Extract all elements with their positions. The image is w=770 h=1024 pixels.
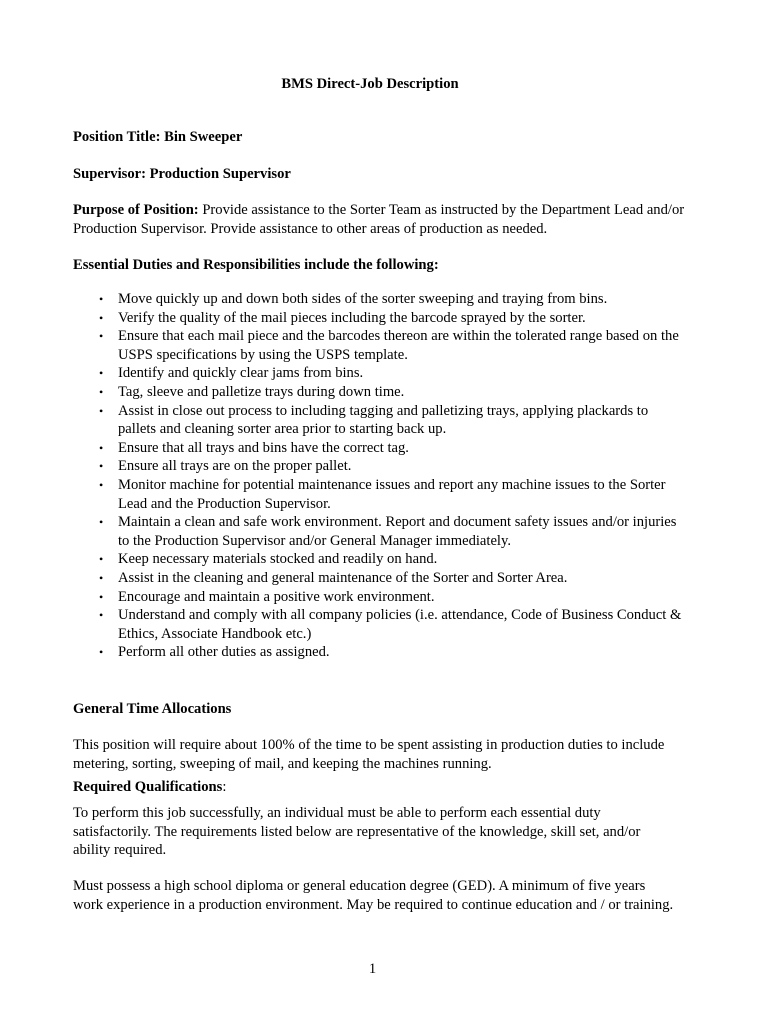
duty-item (73, 290, 683, 309)
bullet-icon: • (99, 292, 104, 306)
duty-item (73, 383, 683, 402)
bullet-icon: • (99, 645, 104, 660)
duty-text: Ensure all trays are on the proper pallet. (118, 458, 352, 475)
duty-item (73, 364, 683, 383)
duty-item (73, 569, 683, 588)
bullet-icon: • (99, 384, 104, 399)
qualifications-paragraph-2: Must possess a high school diploma or general education degree (GED). A minimum of five years work experience in a production environment. May be required to continue education and / or training. (73, 878, 674, 913)
bullet-icon: • (99, 515, 104, 530)
bullet-icon: • (99, 440, 104, 455)
duty-item (73, 327, 683, 364)
bullet-icon: • (99, 589, 104, 604)
duty-item (73, 309, 683, 328)
duty-text: Maintain a clean and safe work environment. Report and document safety issues and/or injuries to the Production Supervisor and/or General Manager immediately. (118, 514, 677, 549)
duty-text: Encourage and maintain a positive work environment. (118, 588, 435, 605)
duty-text: Keep necessary materials stocked and readily on hand. (118, 551, 438, 568)
duty-text: Perform all other duties as assigned. (118, 644, 330, 661)
duty-text: Ensure that all trays and bins have the correct tag. (118, 439, 409, 456)
document-title: BMS Direct-Job Description (281, 76, 459, 92)
duty-item (73, 402, 683, 439)
qualifications-paragraph-1: To perform this job successfully, an individual must be able to perform each essential duty satisfactorily. The requirements listed below are representative of the knowledge, skill set, and/or ability required. (73, 805, 641, 859)
duty-text: Understand and comply with all company policies (i.e. attendance, Code of Business Conduct & Ethics, Associate Handbook etc.) (118, 607, 682, 642)
duties-list (73, 290, 683, 662)
duty-item (73, 606, 683, 643)
qualifications-heading-line (73, 778, 693, 797)
duty-text: Verify the quality of the mail pieces including the barcode sprayed by the sorter. (118, 309, 586, 326)
duty-text: Assist in the cleaning and general maintenance of the Sorter and Sorter Area. (118, 569, 568, 586)
page-number: 1 (368, 961, 377, 977)
qualifications-heading: Required Qualifications (73, 779, 223, 795)
bullet-icon: • (99, 310, 104, 325)
bullet-icon: • (99, 329, 104, 344)
duty-item (73, 476, 683, 513)
duty-item (73, 643, 683, 662)
duty-text: Monitor machine for potential maintenance issues and report any machine issues to the Sorter Lead and the Production Supervisor. (118, 476, 666, 512)
duty-item (73, 550, 683, 569)
bullet-icon: • (99, 403, 104, 418)
duty-text: Ensure that each mail piece and the barcodes thereon are within the tolerated range based on the USPS specifications by using the USPS template. (118, 328, 679, 363)
supervisor-line: Supervisor: Production Supervisor (73, 166, 291, 182)
purpose-label: Purpose of Position: (73, 202, 199, 218)
duty-text: Tag, sleeve and palletize trays during down time. (118, 383, 405, 400)
duty-item (73, 439, 683, 458)
duty-text: Assist in close out process to including tagging and palletizing trays, applying plackards to pallets and cleaning sorter area prior to starting back up. (118, 402, 649, 438)
bullet-icon: • (99, 366, 104, 381)
qualifications-colon: : (222, 779, 227, 795)
purpose-text: Provide assistance to the Sorter Team as instructed by the Department Lead and/or Production Supervisor. Provide assistance to other areas of production as needed. (73, 202, 685, 237)
position-title: Position Title: Bin Sweeper (73, 129, 243, 145)
duty-item (73, 588, 683, 607)
purpose-paragraph (73, 201, 698, 238)
duty-item (73, 457, 683, 476)
duties-heading: Essential Duties and Responsibilities include the following: (73, 257, 439, 273)
bullet-icon: • (99, 570, 104, 585)
bullet-icon: • (99, 608, 104, 623)
duty-text: Identify and quickly clear jams from bins. (118, 365, 364, 382)
bullet-icon: • (99, 552, 104, 567)
duty-text: Move quickly up and down both sides of the sorter sweeping and traying from bins. (118, 291, 608, 307)
time-allocations-text: This position will require about 100% of the time to be spent assisting in production duties to include metering, sorting, sweeping of mail, and keeping the machines running. (73, 737, 665, 772)
duty-item (73, 513, 683, 550)
time-allocations-heading: General Time Allocations (73, 701, 232, 717)
bullet-icon: • (99, 459, 104, 474)
bullet-icon: • (99, 477, 104, 492)
